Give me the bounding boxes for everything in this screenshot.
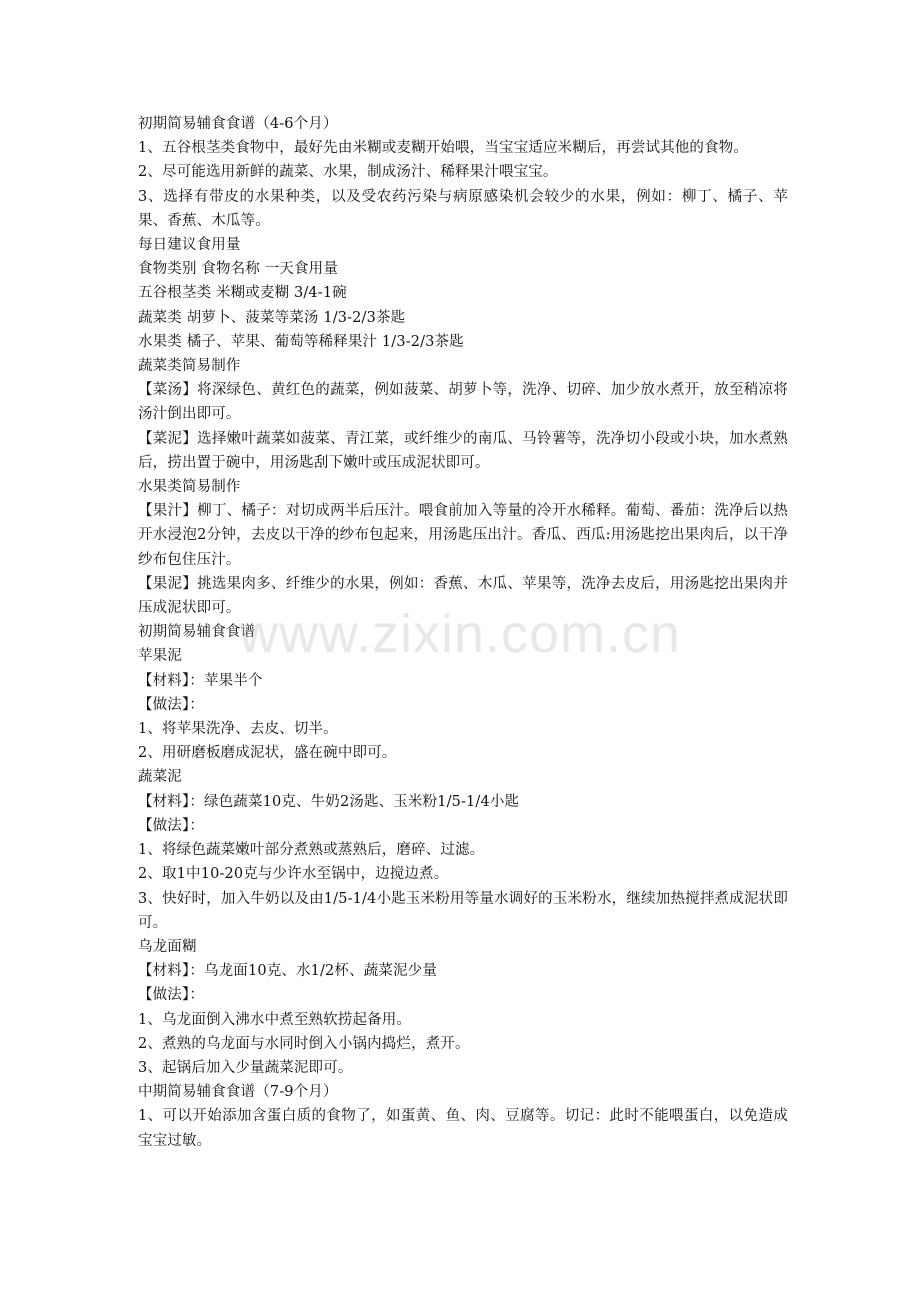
recipe-ingredients: 【材料】：乌龙面10克、水1/2杯、蔬菜泥少量 xyxy=(138,963,437,980)
paragraph: 1、可以开始添加含蛋白质的食物了，如蛋黄、鱼、肉、豆腐等。切记：此时不能喂蛋白，以免造成宝宝过敏。 xyxy=(138,1108,788,1149)
section-title: 每日建议食用量 xyxy=(138,237,241,254)
watermark-text: www.zixin.com.cn xyxy=(238,604,682,664)
recipe-method-label: 【做法】： xyxy=(138,987,204,1004)
paragraph: 【菜汤】将深绿色、黄红色的蔬菜，例如菠菜、胡萝卜等，洗净、切碎、加少放水煮开，放至稍凉将汤汁倒出即可。 xyxy=(138,382,788,423)
recipe-ingredients: 【材料】：苹果半个 xyxy=(138,672,263,689)
recipe-step: 3、快好时，加入牛奶以及由1/5-1/4小匙玉米粉用等量水调好的玉米粉水，继续加热搅拌煮成泥状即可。 xyxy=(138,890,788,931)
recipe-title: 蔬菜泥 xyxy=(138,769,182,786)
section-title: 水果类简易制作 xyxy=(138,479,241,496)
paragraph: 【菜泥】选择嫩叶蔬菜如菠菜、青江菜，或纤维少的南瓜、马铃薯等，洗净切小段或小块，加水煮熟后，捞出置于碗中，用汤匙刮下嫩叶或压成泥状即可。 xyxy=(138,430,788,471)
recipe-step: 2、用研磨板磨成泥状，盛在碗中即可。 xyxy=(138,745,397,762)
section-title: 蔬菜类简易制作 xyxy=(138,358,241,375)
section-title: 初期简易辅食食谱 xyxy=(138,624,256,641)
recipe-ingredients: 【材料】：绿色蔬菜10克、牛奶2汤匙、玉米粉1/5-1/4小匙 xyxy=(138,793,520,810)
recipe-step: 1、将苹果洗净、去皮、切半。 xyxy=(138,721,338,738)
paragraph: 【果汁】柳丁、橘子：对切成两半后压汁。喂食前加入等量的冷开水稀释。葡萄、番茄：洗净后以热开水浸泡2分钟，去皮以干净的纱布包起来，用汤匙压出汁。香瓜、西瓜:用汤匙挖出果肉后，以干净纱布包住压汁。 xyxy=(138,503,788,568)
recipe-step: 2、取1中10-20克与少许水至锅中，边搅边煮。 xyxy=(138,866,449,883)
recipe-step: 1、乌龙面倒入沸水中煮至熟软捞起备用。 xyxy=(138,1011,412,1028)
recipe-step: 2、煮熟的乌龙面与水同时倒入小锅内捣烂，煮开。 xyxy=(138,1035,470,1052)
recipe-title: 乌龙面糊 xyxy=(138,938,197,955)
section-title: 中期简易辅食食谱（7-9个月） xyxy=(138,1084,338,1101)
table-line: 五谷根茎类 米糊或麦糊 3/4-1碗 xyxy=(138,285,347,302)
table-line: 水果类 橘子、苹果、葡萄等稀释果汁 1/3-2/3茶匙 xyxy=(138,333,464,350)
recipe-step: 1、将绿色蔬菜嫩叶部分煮熟或蒸熟后，磨碎、过滤。 xyxy=(138,842,485,859)
paragraph: 【果泥】挑选果肉多、纤维少的水果，例如：香蕉、木瓜、苹果等，洗净去皮后，用汤匙挖出果肉并压成泥状即可。 xyxy=(138,575,788,617)
recipe-title: 苹果泥 xyxy=(138,648,182,665)
paragraph: 3、选择有带皮的水果种类，以及受农药污染与病原感染机会较少的水果，例如：柳丁、橘子、苹果、香蕉、木瓜等。 xyxy=(138,188,788,229)
recipe-step: 3、起锅后加入少量蔬菜泥即可。 xyxy=(138,1059,353,1076)
recipe-method-label: 【做法】： xyxy=(138,696,204,713)
paragraph: 2、尽可能选用新鲜的蔬菜、水果，制成汤汁、稀释果汁喂宝宝。 xyxy=(138,164,558,181)
table-header-line: 食物类别 食物名称 一天食用量 xyxy=(138,261,338,278)
document-body xyxy=(138,112,788,1153)
table-line: 蔬菜类 胡萝卜、菠菜等菜汤 1/3-2/3茶匙 xyxy=(138,309,406,326)
paragraph: 1、五谷根茎类食物中，最好先由米糊或麦糊开始喂，当宝宝适应米糊后，再尝试其他的食物。 xyxy=(138,140,749,157)
section-title: 初期简易辅食食谱（4-6个月） xyxy=(138,116,338,132)
recipe-method-label: 【做法】： xyxy=(138,817,204,834)
